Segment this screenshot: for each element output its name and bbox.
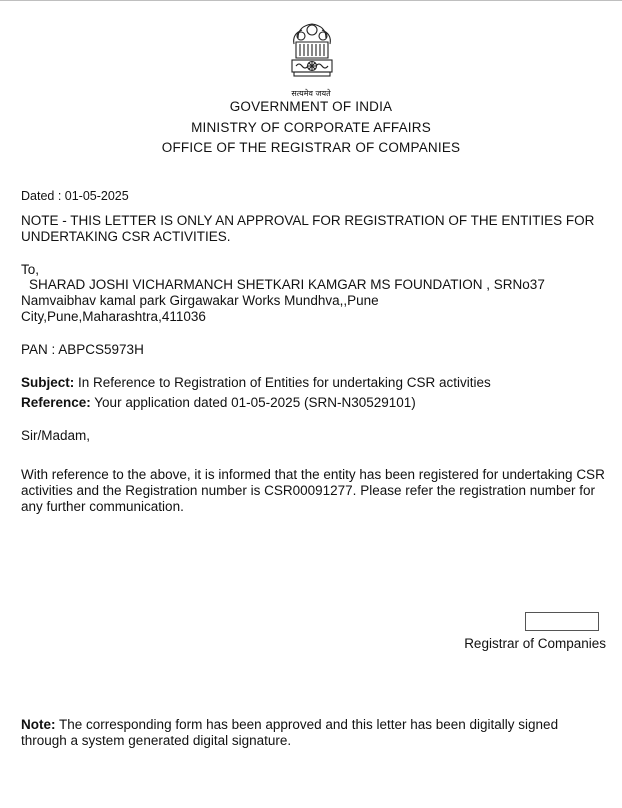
address-line-3: City,Pune,Maharashtra,411036 (21, 309, 206, 324)
footer-note (21, 717, 606, 749)
body-paragraph: With reference to the above, it is informed that the entity has been registered for undertaking CSR activities and the Registration number is CSR00091277. Please refer the registration number for any further communication. (21, 467, 605, 514)
footer-note-text: The corresponding form has been approved and this letter has been digitally signed through a system generated digital signature. (21, 717, 559, 748)
subject-line (21, 375, 491, 390)
pan-line: PAN : ABPCS5973H (21, 342, 144, 357)
salutation: Sir/Madam, (21, 428, 91, 443)
approval-note: NOTE - THIS LETTER IS ONLY AN APPROVAL FOR REGISTRATION OF THE ENTITIES FOR UNDERTAKING CSR ACTIVITIES. (21, 213, 595, 244)
header-government: GOVERNMENT OF INDIA (229, 99, 393, 114)
subject-label: Subject: (21, 375, 75, 390)
reference-line (21, 395, 416, 410)
address-line-2: Namvaibhav kamal park Girgawakar Works Mundhva,,Pune (21, 293, 379, 308)
emblem-motto: सत्यमेव जयते (291, 89, 331, 98)
to-label: To, (21, 262, 40, 277)
reference-text: Your application dated 01-05-2025 (SRN-N30529101) (90, 395, 416, 410)
digital-signature-box (525, 612, 599, 631)
subject-text: In Reference to Registration of Entities for undertaking CSR activities (74, 375, 491, 390)
header-ministry: MINISTRY OF CORPORATE AFFAIRS (191, 120, 431, 135)
reference-label: Reference: (21, 395, 91, 410)
signatory: Registrar of Companies (464, 636, 606, 651)
dated-line: Dated : 01-05-2025 (21, 189, 129, 203)
top-rule (0, 0, 622, 1)
footer-note-label: Note: (21, 717, 56, 732)
address-line-1: SHARAD JOSHI VICHARMANCH SHETKARI KAMGAR MS FOUNDATION , SRNo37 (29, 277, 545, 292)
header-office: OFFICE OF THE REGISTRAR OF COMPANIES (161, 140, 461, 155)
